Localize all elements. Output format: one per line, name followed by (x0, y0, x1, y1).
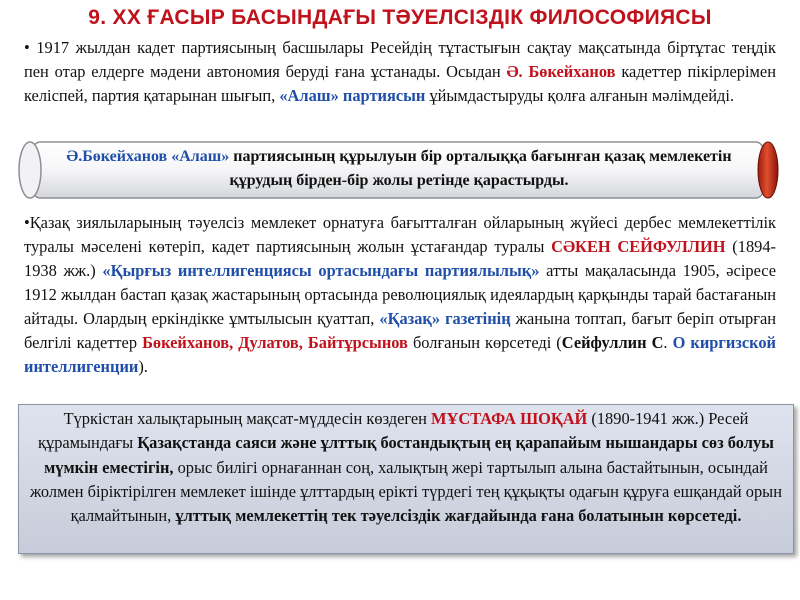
slide-title: 9. ХХ ҒАСЫР БАСЫНДАҒЫ ТӘУЕЛСІЗДІК ФИЛОСОФИЯСЫ (88, 6, 712, 29)
paragraph-seifullin (24, 211, 776, 379)
text-segment: болғанын көрсетеді ( (407, 333, 562, 352)
name-shokay: МҰСТАФА ШОҚАЙ (431, 409, 588, 428)
text-segment: Қазақ зиялыларының тәуелсіз мемлекет орнатуға бағытталған ойларының жүйесі дербес мемлекеттілік туралы мәселені көтеріп, кадет партиясының жолын ұстағандар туралы (24, 213, 776, 256)
banner-name: Ә.Бөкейханов «Алаш» (66, 148, 230, 165)
emphasis-text: Қазақстанда саяси және ұлттық бостандықтың ең қарапайым нышандары сөз болуы мүмкін еместігін, (44, 433, 774, 477)
box-text (27, 407, 785, 528)
article-title: «Қырғыз интеллигенциясы ортасындағы партиялылық» (102, 261, 540, 280)
shokay-info-box (18, 404, 794, 554)
name-bokeikhanov: Ә. Бөкейханов (506, 62, 616, 81)
alash-party-reference: «Алаш» партиясын (279, 86, 426, 105)
text-segment: ). (138, 357, 148, 376)
banner-body: партиясының құрылуын бір орталыққа бағынған қазақ мемлекетін құрудың бірден-бір жолы ретінде қарастырды. (229, 148, 732, 189)
citation-author: Сейфуллин С (561, 333, 664, 352)
emphasis-text: ұлттық мемлекеттің тек тәуелсіздік жағдайында ғана болатынын көрсетеді. (175, 506, 742, 526)
name-seifullin: СӘКЕН СЕЙФУЛЛИН (551, 237, 726, 256)
text-segment: жанына топтап, бағыт беріп отырған белгілі кадеттер (24, 309, 776, 352)
text-segment: 1917 жылдан кадет партиясының басшылары Ресейдің тұтастығын сақтау мақсатында біртұтас теңдік пен отар елдерге мәдени автономия беруді ғана ұстанады. Осыдан (24, 38, 776, 81)
text-segment: орыс билігі орнағаннан соң, халықтың жері тартылып алына бастайтынын, осындай жолмен біріктірілген мемлекет ішінде ұлттардың ерікті түрдегі тең құқықты одағын құруға ешқандай орын қалмайтынын, (30, 457, 782, 526)
text-segment: (1890-1941 жж.) Ресей құрамындағы (38, 409, 749, 453)
text-segment: атты мақаласында 1905, әсіресе 1912 жылдан бастап қазақ жастарының ортасында революциялық идеялардың қарқынды тарай бастағанын айтады. Олардың еркіндікке ұмтылысын қуаттап, (24, 261, 777, 328)
text-segment: . (663, 333, 673, 352)
text-segment: (1894-1938 жж.) (24, 237, 776, 280)
text-segment: ұйымдастыруды қолға алғанын мәлімдейді. (425, 86, 735, 105)
banner-text (56, 145, 742, 193)
bullet-marker: • (24, 38, 30, 57)
kadet-names: Бөкейханов, Дулатов, Байтұрсынов (142, 333, 408, 352)
citation-title: О киргизской интеллигенции (24, 333, 776, 376)
text-segment: кадеттер пікірлерімен келіспей, партия қатарынан шығып, (24, 62, 776, 105)
kazakh-newspaper-reference: «Қазақ» газетінің (379, 309, 511, 328)
banner-scroll (16, 140, 780, 202)
bullet-marker: • (24, 213, 30, 232)
text-segment: Түркістан халықтарының мақсат-мүддесін көздеген (63, 409, 432, 428)
paragraph-kadet-party (24, 36, 776, 108)
